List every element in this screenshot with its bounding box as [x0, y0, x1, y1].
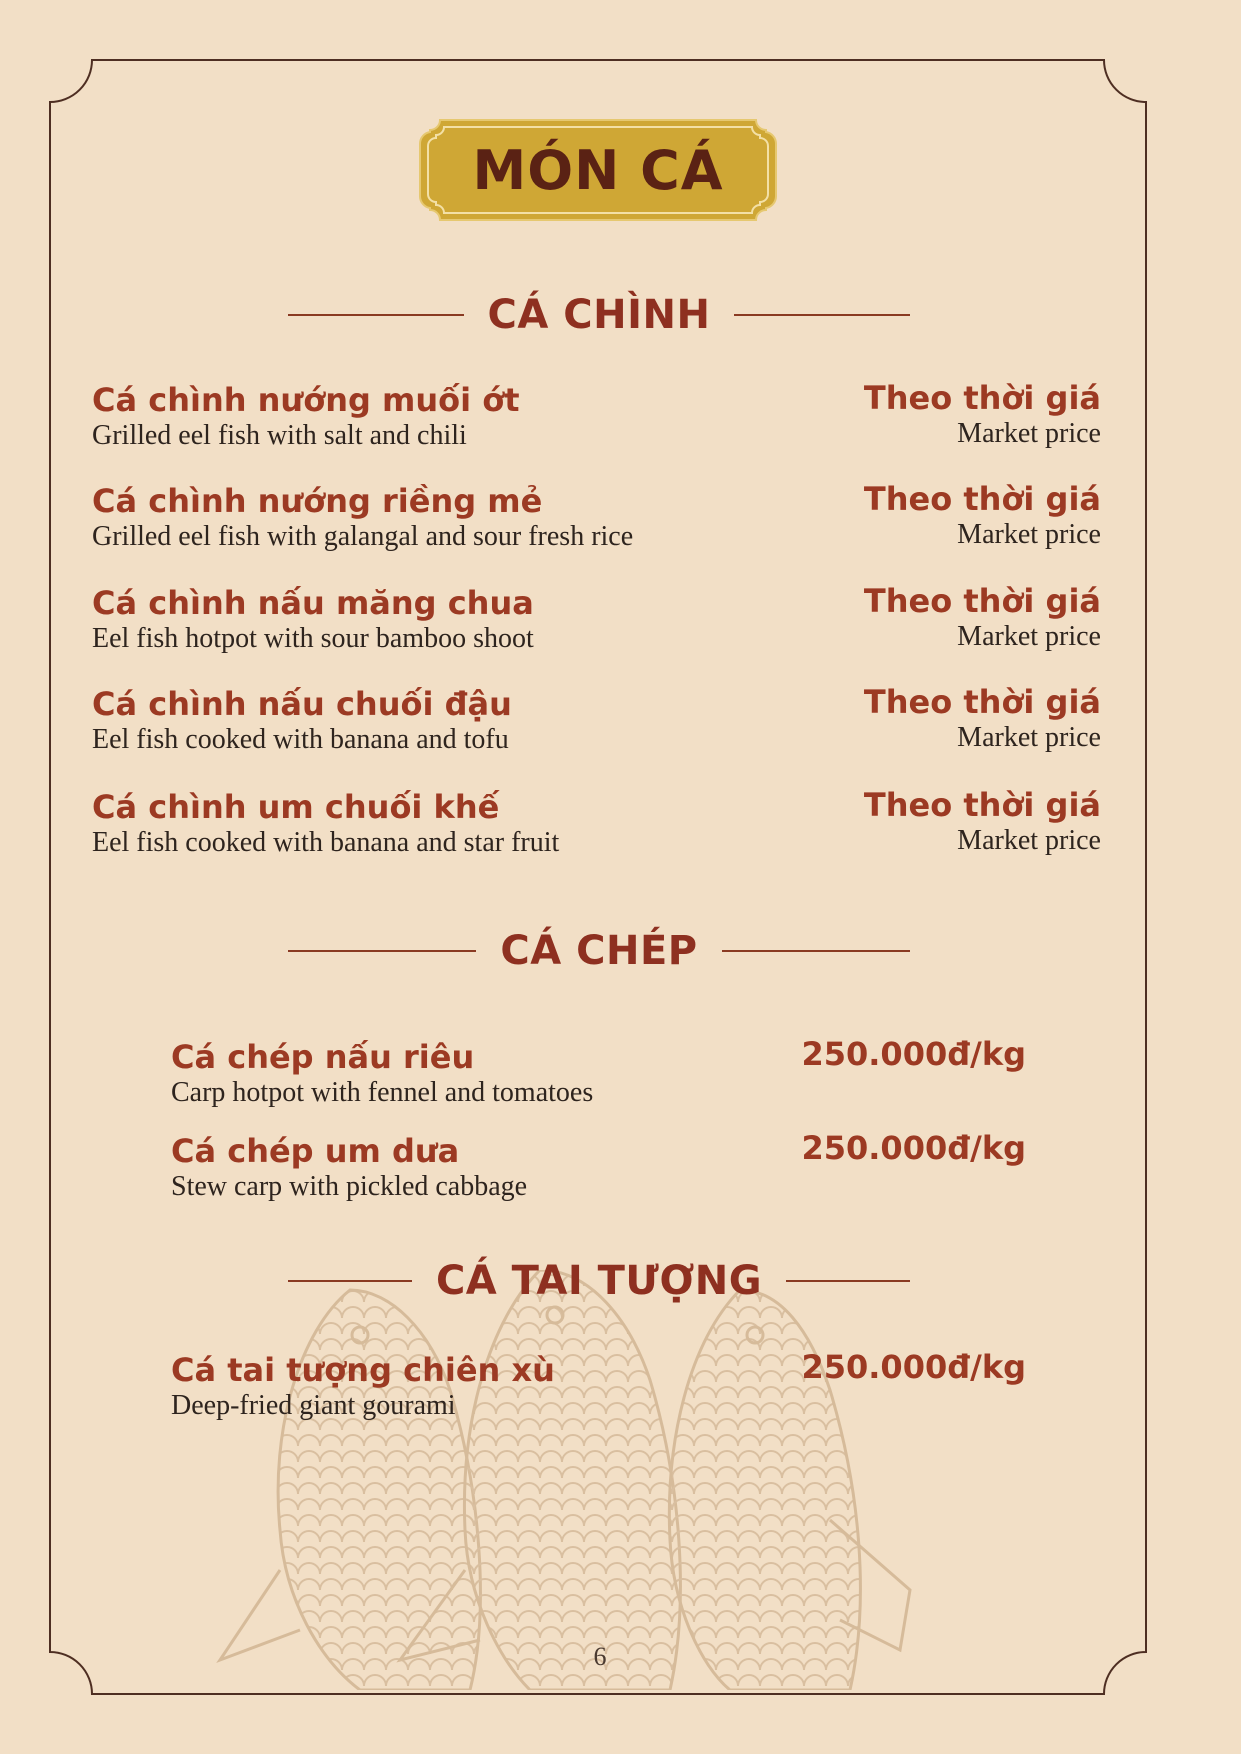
section-title: CÁ CHÌNH: [487, 292, 711, 338]
section-heading-ca-chinh: [288, 292, 910, 338]
dish-name: Cá chình nấu măng chua: [92, 584, 534, 622]
section-title: CÁ TAI TƯỢNG: [435, 1258, 763, 1304]
dish-price: [864, 786, 1101, 858]
menu-item: [171, 1351, 555, 1423]
dish-name: Cá chình nấu chuối đậu: [92, 685, 512, 723]
page-title: MÓN CÁ: [472, 138, 724, 202]
dish-price: [864, 480, 1101, 552]
heading-rule-right: [734, 314, 910, 316]
dish-description: Grilled eel fish with salt and chili: [92, 420, 467, 451]
price-value: 250.000đ/kg: [801, 1035, 1026, 1073]
dish-price: [801, 1129, 1026, 1167]
dish-price: [801, 1035, 1026, 1073]
title-plaque: [418, 118, 778, 222]
heading-rule-right: [722, 950, 910, 952]
price-english: Market price: [957, 722, 1101, 753]
dish-description: Carp hotpot with fennel and tomatoes: [171, 1077, 594, 1108]
dish-description: Deep-fried giant gourami: [171, 1390, 456, 1421]
dish-description: Stew carp with pickled cabbage: [171, 1171, 528, 1202]
section-heading-ca-chep: [288, 928, 910, 974]
heading-rule-right: [786, 1280, 910, 1282]
heading-rule-left: [288, 1280, 412, 1282]
page-number: 6: [593, 1642, 607, 1671]
menu-item: [92, 381, 520, 453]
price-english: Market price: [957, 519, 1101, 550]
heading-rule-left: [288, 314, 464, 316]
dish-description: Grilled eel fish with galangal and sour fresh rice: [92, 521, 634, 552]
menu-item: [92, 482, 633, 554]
dish-description: Eel fish cooked with banana and star fruit: [92, 827, 560, 858]
price-english: Market price: [957, 825, 1101, 856]
menu-item: [171, 1132, 527, 1204]
dish-price: [801, 1348, 1026, 1386]
menu-item: [92, 685, 512, 757]
dish-price: [864, 379, 1101, 451]
price-value: 250.000đ/kg: [801, 1129, 1026, 1167]
price-value: Theo thời giá: [863, 379, 1101, 417]
dish-name: Cá chình nướng riềng mẻ: [92, 482, 543, 520]
price-value: 250.000đ/kg: [801, 1348, 1026, 1386]
section-title: CÁ CHÉP: [500, 928, 698, 974]
price-english: Market price: [957, 418, 1101, 449]
dish-description: Eel fish cooked with banana and tofu: [92, 724, 509, 755]
dish-name: Cá chình nướng muối ớt: [92, 381, 520, 419]
price-value: Theo thời giá: [863, 786, 1101, 824]
menu-item: [92, 788, 559, 860]
heading-rule-left: [288, 950, 476, 952]
price-value: Theo thời giá: [863, 582, 1101, 620]
dish-name: Cá chình um chuối khế: [92, 788, 500, 826]
section-heading-ca-tai-tuong: [288, 1258, 910, 1304]
dish-description: Eel fish hotpot with sour bamboo shoot: [92, 623, 534, 654]
price-value: Theo thời giá: [863, 480, 1101, 518]
fish-illustration: [210, 1270, 1010, 1690]
dish-name: Cá chép nấu riêu: [171, 1038, 475, 1076]
dish-name: Cá tai tượng chiên xù: [171, 1351, 555, 1389]
dish-price: [864, 582, 1101, 654]
dish-name: Cá chép um dưa: [171, 1132, 460, 1170]
menu-item: [171, 1038, 593, 1110]
dish-price: [864, 683, 1101, 755]
price-english: Market price: [957, 621, 1101, 652]
price-value: Theo thời giá: [863, 683, 1101, 721]
menu-item: [92, 584, 534, 656]
